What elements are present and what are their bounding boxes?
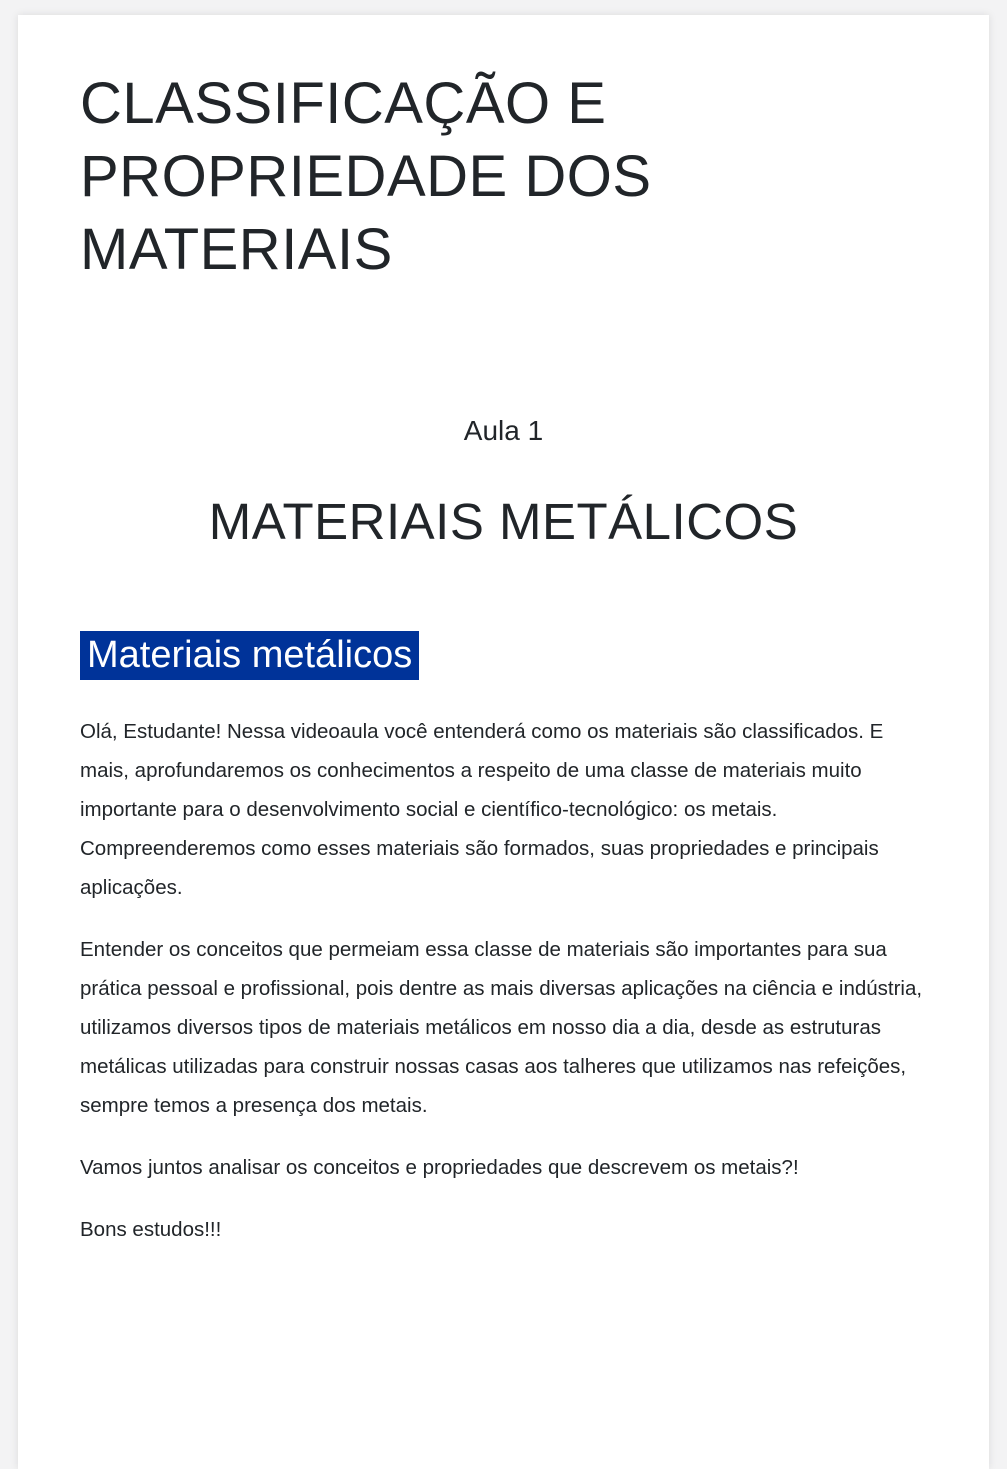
paragraph-invitation: Vamos juntos analisar os conceitos e propriedades que descrevem os metais?! <box>80 1156 799 1179</box>
body-text <box>80 712 930 1272</box>
document-title: CLASSIFICAÇÃO E PROPRIEDADE DOS MATERIAIS <box>80 71 652 282</box>
section-heading: Materiais metálicos <box>80 631 419 680</box>
lesson-title: MATERIAIS METÁLICOS <box>208 493 799 550</box>
paragraph-closing: Bons estudos!!! <box>80 1218 222 1241</box>
document-page <box>18 15 989 1469</box>
paragraph-intro: Olá, Estudante! Nessa videoaula você entenderá como os materiais são classificados. E mais, aprofundaremos os conhecimentos a respeito de uma classe de materiais muito importante para o desenvolvimento social e científico-tecnológico: os metais. Compreenderemos como esses materiais são formados, suas propriedades e principais aplicações. <box>80 720 884 899</box>
paragraph-importance: Entender os conceitos que permeiam essa classe de materiais são importantes para sua prática pessoal e profissional, pois dentre as mais diversas aplicações na ciência e indústria, utilizamos diversos tipos de materiais metálicos em nosso dia a dia, desde as estruturas metálicas utilizadas para construir nossas casas aos talheres que utilizamos nas refeições, sempre temos a presença dos metais. <box>80 938 923 1117</box>
lesson-number: Aula 1 <box>463 415 544 446</box>
